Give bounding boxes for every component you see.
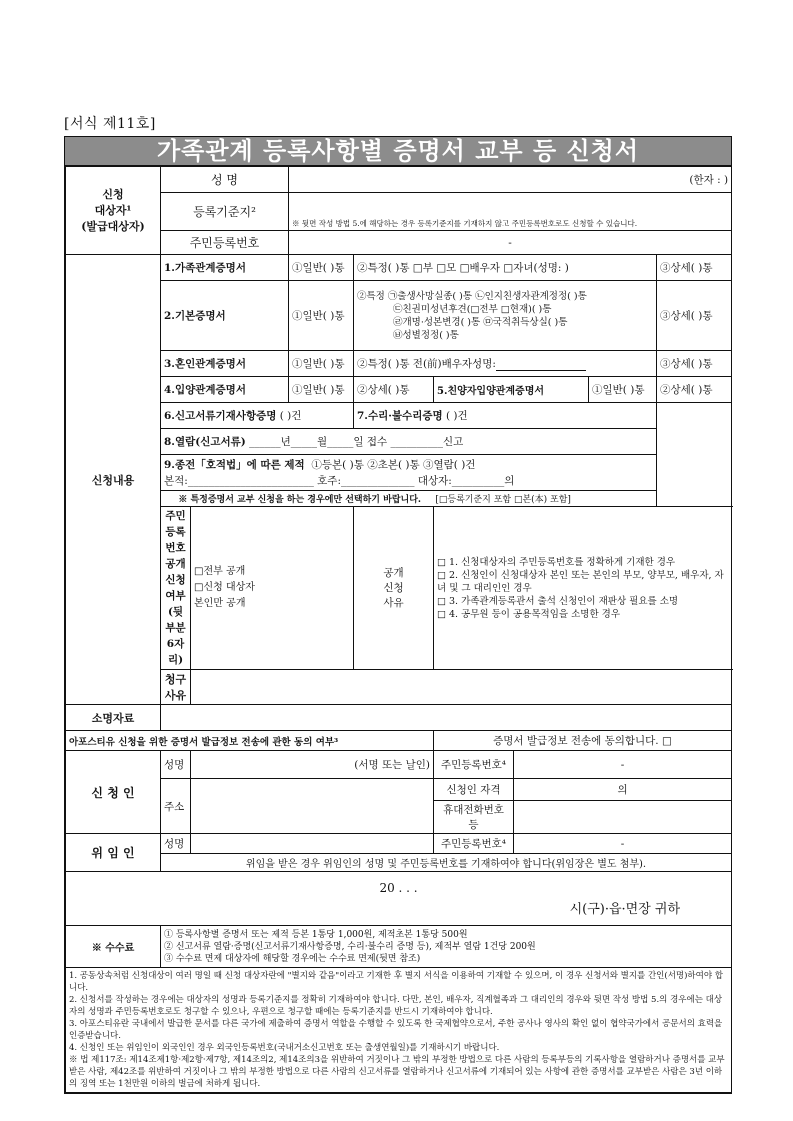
applicant-name-label: 성명	[161, 751, 191, 779]
applicant-phone-field[interactable]	[514, 801, 732, 834]
applicant-person-label: 신 청 인	[66, 751, 161, 834]
report-doc-view-label: 8.열람(신고서류)	[164, 436, 246, 448]
applicant-address-field[interactable]	[191, 779, 434, 834]
basic-cert-general[interactable]: ①일반( )통	[289, 281, 354, 351]
report-doc-cert-label: 6.신고서류기재사항증명	[164, 410, 277, 422]
reason-1[interactable]: □ 1. 신청대상자의 주민등록번호를 정확하게 기재한 경우	[437, 556, 676, 568]
note-2: 2. 신청서를 작성하는 경우에는 대상자의 성명과 등록기준지를 정확히 기재하여야 합니다. 다만, 본인, 배우자, 직계혈족과 그 대리인의 경우와 뒷면 작성 방법 5.의 경우에는 대상자의 성명과 주민등록번호로도 청구할 수 있으나, 우편으로 청구할 때에는 등록기준지를 반드시 기재하여야 합니다.	[69, 995, 723, 1017]
marriage-cert-general[interactable]: ①일반( )통	[289, 351, 354, 377]
notice-text: ※ 특정증명서 교부 신청을 하는 경우에만 선택하기 바랍니다.	[178, 495, 422, 505]
application-form	[64, 136, 732, 1094]
applicant-rrn-field[interactable]: -	[514, 751, 732, 779]
note-5: ※ 법 제117조: 제14조제1항·제2항·제7항, 제14조의2, 제14조의3을 위반하여 거짓이나 그 밖의 부정한 방법으로 다른 사람의 등록부등의 기록사항을 열람하거나 증명서를 교부받은 사람, 제42조를 위반하여 거짓이나 그 밖의 부정한 방법으로 다른 사람의 신고서류를 열람하거나 신고서류에 기재되어 있는 사항에 관한 증명서를 교부받은 사람은 3년 이하의 징역 또는 1천만원 이하의 벌금에 처하게 됩니다.	[69, 1055, 725, 1089]
proof-label: 소명자료	[66, 705, 161, 731]
notice-options[interactable]: [□등록기준지 포함 □본(本) 포함]	[435, 495, 571, 505]
basic-cert-specific-line4: ㉥성별정정( )통	[393, 329, 459, 341]
apostille-consent[interactable]: 증명서 발급정보 전송에 동의합니다. □	[434, 731, 732, 751]
form-title: 가족관계 등록사항별 증명서 교부 등 신청서	[65, 137, 731, 166]
family-cert-general[interactable]: ①일반( )통	[289, 255, 354, 281]
rrn-label: 주민등록번호	[161, 231, 289, 255]
old-register-options: ①등본( )통 ②초본( )통 ③열람( )건	[311, 458, 476, 471]
rrn-self-option[interactable]: □신청 대상자 본인만 공개	[194, 582, 255, 609]
name-label: 성 명	[161, 167, 289, 193]
old-register-line2: 본적:________________________ 호주:______________ 대상자:__________의	[164, 474, 515, 487]
basic-cert-detail[interactable]: ③상세( )통	[657, 281, 732, 351]
disclosure-reasons[interactable]	[434, 507, 732, 670]
hanja-hint: (한자 : )	[689, 174, 729, 186]
former-spouse-line[interactable]	[496, 358, 586, 371]
rrn-full-option[interactable]: □전부 공개	[194, 566, 246, 577]
basic-cert-specific-line3: ㉣개명·성본변경( )통 ㉤국적취득상실( )통	[393, 316, 568, 328]
fee-line-3: ③ 수수료 면제 대상자에 해당할 경우에는 수수료 면제(뒷면 참조)	[164, 953, 421, 964]
request-reason-label: 청구사유	[161, 670, 191, 705]
note-4: 4. 신청인 또는 위임인이 외국인인 경우 외국인등록번호(국내거소신고번호 또는 출생연월일)를 기재하시기 바랍니다.	[69, 1043, 500, 1053]
reason-4[interactable]: □ 4. 공무원 등이 공용목적임을 소명한 경우	[437, 608, 620, 620]
date-field[interactable]: 20 . . .	[379, 880, 418, 895]
full-adoption-cert-label: 5.친양자입양관계증명서	[434, 377, 589, 403]
delegate-rrn-field[interactable]: -	[514, 834, 732, 854]
form-number: [서식 제11호]	[64, 116, 156, 132]
family-cert-specific[interactable]: ②특정( )통 □부 □모 □배우자 □자녀(성명: )	[354, 255, 657, 281]
basic-cert-label: 2.기본증명서	[161, 281, 289, 351]
report-doc-cert-count: ( )건	[279, 410, 302, 422]
acceptance-cert-count: ( )건	[445, 410, 468, 422]
marriage-cert-label: 3.혼인관계증명서	[161, 351, 289, 377]
basic-cert-specific-line2: ㉢친권미성년후견(□전부 □현재)( )통	[393, 303, 552, 315]
family-cert-label: 1.가족관계증명서	[161, 255, 289, 281]
adoption-cert-general[interactable]: ①일반( )통	[289, 377, 354, 403]
name-field[interactable]	[289, 167, 732, 193]
applicant-qual-label: 신청인 자격	[434, 779, 514, 801]
rrn-disclosure-label: 주민등록번호 공개신청 여부 (뒷부분 6자리)	[161, 507, 191, 670]
base-label: 등록기준지²	[161, 193, 289, 231]
office-label: 시(구)·읍·면장 귀하	[569, 901, 681, 917]
report-doc-view-value: ______년_____월_____일 접수 __________신고	[249, 436, 464, 448]
applicant-address-label: 주소	[161, 779, 191, 834]
note-3: 3. 아포스티유란 국내에서 발급한 문서를 다른 국가에 제출하여 증명서 역할을 수행할 수 있도록 한 국제협약으로서, 주한 공사나 영사의 확인 없이 협약국가에서 공문서의 효력을 인증받습니다.	[69, 1019, 723, 1041]
note-1: 1. 공동상속처럼 신청대상이 여러 명일 때 신청 대상자란에 "별지와 같음"이라고 기재한 후 별지 서식을 이용하여 기재할 수 있으며, 이 경우 신청서와 별지를 간인(서명)하여야 합니다.	[69, 971, 723, 993]
apostille-label: 아포스티유 신청을 위한 증명서 발급정보 전송에 관한 동의 여부³	[66, 731, 434, 751]
fee-info	[161, 926, 732, 968]
delegate-name-label: 성명	[161, 834, 191, 854]
specific-cert-notice	[161, 491, 657, 507]
delegate-label: 위 임 인	[66, 834, 161, 872]
basic-cert-specific-line1: ②특정 ㉠출생사망실종( )통 ㉡인지친생자관계정정( )통	[357, 290, 587, 302]
full-adoption-cert-detail[interactable]: ②상세( )통	[657, 377, 732, 403]
base-field[interactable]	[289, 193, 732, 231]
adoption-cert-detail[interactable]: ②상세( )통	[354, 377, 434, 403]
fee-line-2: ② 신고서류 열람·증명(신고서류기재사항증명, 수리·불수리 증명 등), 제적부 열람 1건당 200원	[164, 941, 536, 952]
form-table	[65, 166, 732, 1093]
delegate-rrn-label: 주민등록번호⁴	[434, 834, 514, 854]
content-section-label: 신청내용	[66, 255, 161, 705]
delegate-name-field[interactable]	[191, 834, 434, 854]
applicant-section-label: 신청 대상자¹ (발급대상자)	[66, 167, 161, 255]
sign-hint: (서명 또는 날인)	[354, 759, 430, 771]
marriage-cert-specific-text: ②특정( )통 전(前)배우자성명:	[357, 358, 496, 370]
old-register-cell[interactable]	[161, 455, 657, 491]
applicant-phone-label: 휴대전화번호 등	[434, 801, 514, 834]
marriage-cert-specific[interactable]	[354, 351, 657, 377]
proof-field[interactable]	[161, 705, 732, 731]
applicant-name-field[interactable]	[191, 751, 434, 779]
family-cert-detail[interactable]: ③상세( )통	[657, 255, 732, 281]
old-register-label: 9.종전「호적법」에 따른 제적	[164, 458, 305, 471]
fee-label: ※ 수수료	[66, 926, 161, 968]
rrn-field[interactable]: -	[289, 231, 732, 255]
fee-line-1: ① 등록사항별 증명서 또는 제적 등본 1통당 1,000원, 제적초본 1통당 500원	[164, 929, 468, 940]
reason-2[interactable]: □ 2. 신청인이 신청대상자 본인 또는 본인의 부모, 양부모, 배우자, 자녀 및 그 대리인인 경우	[437, 569, 724, 594]
instruction-notes	[66, 968, 732, 1093]
marriage-cert-detail[interactable]: ③상세( )통	[657, 351, 732, 377]
date-office-cell	[66, 872, 732, 926]
disclosure-reason-label: 공개 신청 사유	[354, 507, 434, 670]
acceptance-cert-label: 7.수리·불수리증명	[357, 410, 443, 422]
rrn-disclosure-options[interactable]	[191, 507, 354, 670]
delegate-note: 위임을 받은 경우 위임인의 성명 및 주민등록번호를 기재하여야 합니다(위임장은 별도 첨부).	[161, 854, 732, 872]
acceptance-cert-cell[interactable]	[354, 403, 657, 429]
reason-3[interactable]: □ 3. 가족관계등록관서 출석 신청인이 재판상 필요를 소명	[437, 595, 679, 607]
basic-cert-specific[interactable]	[354, 281, 657, 351]
applicant-rrn-label: 주민등록번호⁴	[434, 751, 514, 779]
applicant-qual-field[interactable]: 의	[514, 779, 732, 801]
base-note: ※ 뒷면 작성 방법 5.에 해당하는 경우 등록기준지를 기재하지 않고 주민등록번호로도 신청할 수 있습니다.	[292, 219, 638, 228]
request-reason-field[interactable]	[191, 670, 732, 705]
report-doc-cert-cell[interactable]	[161, 403, 354, 429]
report-doc-view-cell[interactable]	[161, 429, 657, 455]
adoption-cert-label: 4.입양관계증명서	[161, 377, 289, 403]
full-adoption-cert-general[interactable]: ①일반( )통	[589, 377, 657, 403]
